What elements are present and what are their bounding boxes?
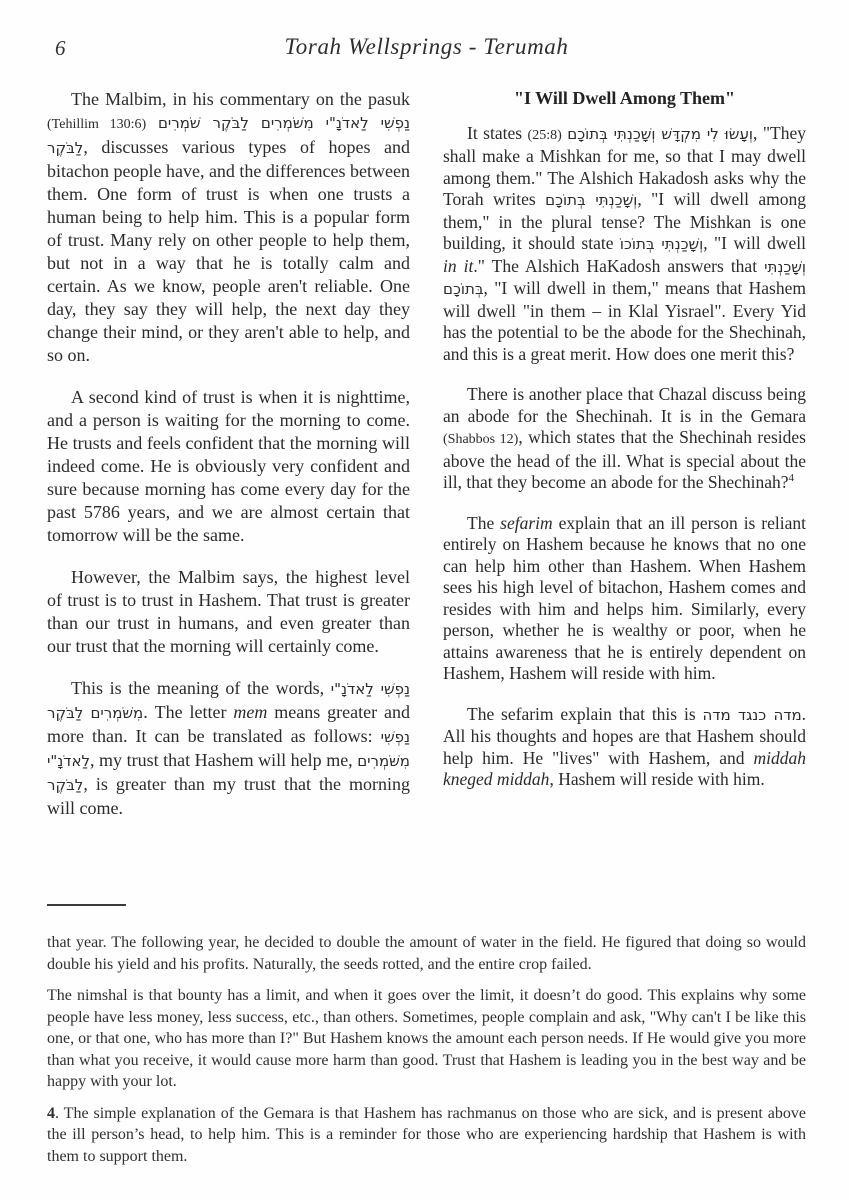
text-segment: , which states that the Shechinah resides above the head of the ill. What is special about the ill, that they become an abode for the Shechinah? — [443, 427, 806, 492]
hebrew-phrase: מדה כנגד מדה — [702, 705, 802, 724]
hebrew-phrase: וְשָׁכַנְתִּי בְּתוֹכָם — [545, 191, 638, 209]
text-segment: , "I will dwell in them," means that Hashem will dwell "in them – in Klal Yisrael". Every Yid has the potential to be the abode for the Shechinah, and this is a great merit. How does one merit this? — [443, 278, 806, 364]
page-number: 6 — [55, 36, 66, 60]
text-segment: , "I will dwell among them," in the plural tense? The Mishkan is one building, it should state — [443, 189, 806, 253]
text-segment: , my trust that Hashem will help me, — [90, 750, 358, 770]
section-heading: "I Will Dwell Among Them" — [513, 88, 736, 108]
hebrew-phrase: נַפְשִׁי לַאדֹנָ"י — [47, 728, 410, 770]
footnote-section — [47, 896, 806, 1177]
content-columns — [47, 88, 806, 894]
text-segment: The — [467, 512, 501, 533]
hebrew-phrase: נַפְשִׁי לַאדֹנָ"י מִשֹּׁמְרִים לַבֹּקֶר — [47, 680, 411, 722]
italic-term: sefarim — [500, 512, 553, 533]
text-segment: The Malbim, in his commentary on the pasuk — [71, 89, 410, 109]
source-reference: (25:8) — [527, 127, 562, 143]
text-segment: , Hashem will reside with him. — [549, 769, 765, 789]
text-segment: There is another place that Chazal discuss being an abode for the Shechinah. It is in the Gemara — [443, 384, 806, 426]
text-segment: , discusses various types of hopes and bitachon people have, and the differences between them. One form of trust is when one trusts a human being to help him. This is a popular form of trust. Many rely on other people to help them, but not in a way that he is totally calm and certain. As we know, people aren't reliable. One day, they say they will help, the next day they change their mind, or they aren't able to help, and so on. — [47, 137, 411, 365]
page-header — [47, 34, 806, 68]
footnote-divider — [47, 904, 126, 906]
right-column — [443, 88, 806, 894]
text-segment: explain that an ill person is reliant entirely on Hashem because he knows that no one can help him other than Hashem. When Hashem sees his high level of bitachon, Hashem comes and resides with him and helps him. Similarly, every person, whether he is wealthy or poor, when he attains awareness that he is entirely dependent on Hashem, Hashem will reside with him. — [443, 512, 806, 683]
right-paragraph-2 — [443, 384, 806, 494]
hebrew-phrase: וְשָׁכַנְתִּי בְּתוֹכָם — [443, 257, 806, 298]
text-segment: ." The Alshich HaKadosh answers that — [473, 255, 765, 276]
text-segment: , "They shall make a Mishkan for me, so that I may dwell among them." The Alshich Hakadosh asks why the Torah writes — [443, 122, 806, 209]
footnote-number: 4 — [47, 1104, 55, 1122]
text-segment: This is the meaning of the words, — [71, 678, 331, 698]
right-paragraph-4 — [443, 704, 806, 791]
left-paragraph-1 — [47, 88, 410, 367]
footnote-continuation-1: that year. The following year, he decided to double the amount of water in the field. He figured that doing so would double his yield and his profits. Naturally, the seeds rotted, and the entire crop failed. — [47, 934, 806, 973]
text-segment: It states — [467, 122, 528, 143]
left-column — [47, 88, 410, 894]
text-segment: , is greater than my trust that the morning will come. — [47, 774, 410, 818]
left-paragraph-2: A second kind of trust is when it is nighttime, and a person is waiting for the morning to come. He trusts and feels confident that the morning will indeed come. He is obviously very confident and sure because morning has come every day for the past 5786 years, and we are almost certain that tomorrow will be the same. — [47, 387, 410, 545]
footnote-marker: 4 — [788, 472, 794, 485]
text-segment: , "I will dwell — [703, 233, 806, 253]
italic-term: middah kneged middah — [443, 747, 806, 789]
page-title: Torah Wellsprings - Terumah — [284, 34, 569, 59]
source-reference: (Tehillim 130:6) — [47, 117, 147, 132]
right-paragraph-1 — [443, 123, 806, 366]
italic-term: mem — [233, 702, 268, 722]
left-paragraph-3: However, the Malbim says, the highest level of trust is to trust in Hashem. That trust is greater than our trust in humans, and even greater than our trust that the morning will certainly come. — [47, 567, 410, 656]
text-segment: . The letter — [143, 702, 234, 722]
hebrew-phrase: וְשָׁכַנְתִּי בְּתוֹכוֹ — [619, 235, 704, 253]
text-segment: The sefarim explain that this is — [467, 703, 703, 724]
hebrew-phrase: וְעָשׂוּ לִי מִקְדָּשׁ וְשָׁכַנְתִּי בְּתוֹכָם — [567, 124, 754, 143]
left-paragraph-4 — [47, 677, 410, 820]
footnote-text: . The simple explanation of the Gemara is that Hashem has rachmanus on those who are sick, and is present above the ill person’s head, to help him. This is a reminder for those who are experiencing hardship that Hashem is with them to support them. — [47, 1104, 806, 1165]
text-segment: means greater and more than. It can be translated as follows: — [47, 702, 410, 746]
footnote-continuation-2: The nimshal is that bounty has a limit, and when it goes over the limit, it doesn’t do good. This explains why some people have less money, less success, etc., than others. Sometimes, people complain and ask, "Why can't I be like this one, or that one, who has more than I?" But Hashem knows the amount each person needs. If He would give you more than what you receive, it would cause more harm than good. Trust that Hashem is leading you in the best way and be happy with your lot. — [47, 987, 806, 1090]
hebrew-phrase: מִשֹּׁמְרִים לַבֹּקֶר — [47, 752, 410, 794]
footnote-4 — [47, 1103, 806, 1168]
source-reference: (Shabbos 12) — [443, 432, 519, 447]
italic-term: in it — [443, 255, 474, 276]
text-segment: . All his thoughts and hopes are that Hashem should help him. He "lives" with Hashem, and — [443, 703, 806, 768]
hebrew-phrase: נַפְשִׁי לַאדֹנָ"י מִשֹּׁמְרִים לַבֹּקֶר שֹׁמְרִים לַבֹּקֶר — [47, 114, 411, 157]
right-paragraph-3 — [443, 513, 806, 685]
